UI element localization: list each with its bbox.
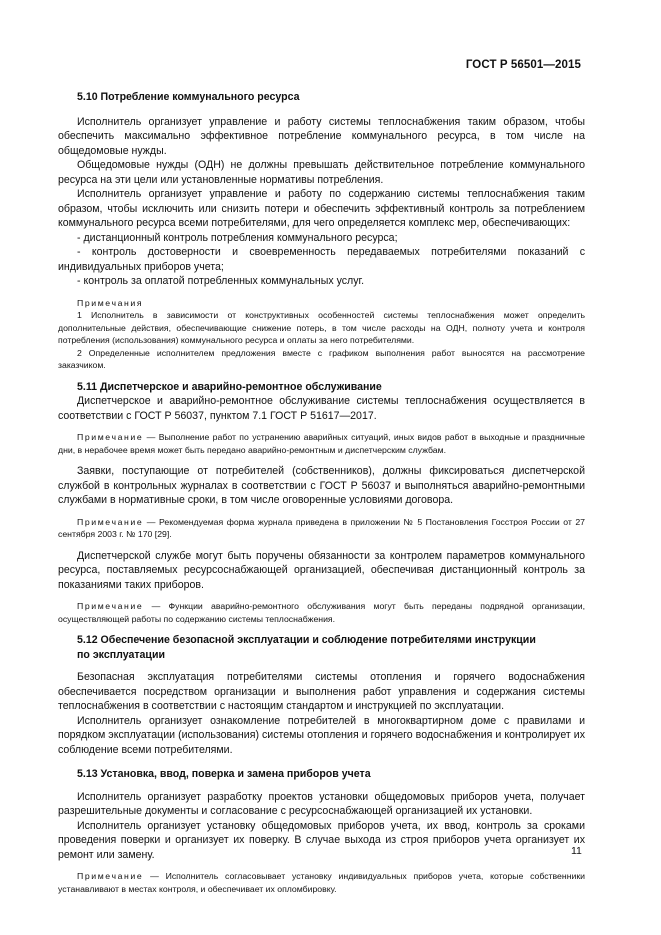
note	[58, 431, 585, 456]
note: 1 Исполнитель в зависимости от конструктивных особенностей системы теплоснабжения может определить дополнительные действия, обеспечивающие снижение потерь, в том числе расходы на ОДН, полноту учета и контроля потребления (использования) коммунального ресурса и оплаты за него потребителями.	[58, 310, 585, 345]
note-label: Примечание	[77, 432, 144, 442]
list-item: - контроль за оплатой потребленных коммунальных услуг.	[77, 275, 365, 287]
section-heading-5-11: 5.11 Диспетчерское и аварийно-ремонтное обслуживание	[77, 380, 382, 393]
paragraph: Заявки, поступающие от потребителей (собственников), должны фиксироваться диспетчерской службой в контрольных журналах в соответствии с ГОСТ Р 56037 и выполняться аварийно-ремонтными службами в нормативные сроки, в том числе оговоренные условиями договора.	[58, 465, 585, 506]
document-body	[58, 90, 585, 895]
heading-line: 5.12 Обеспечение безопасной эксплуатации и соблюдение потребителями инструкции	[77, 634, 536, 646]
note-label: Примечание	[77, 601, 144, 611]
note-text: — Функции аварийно-ремонтного обслуживания могут быть переданы подрядной организации, осуществляющей работы по содержанию системы теплоснабжения.	[58, 601, 585, 624]
list-item: - контроль достоверности и своевременность передаваемых потребителями показаний с индивидуальных приборов учета;	[58, 246, 585, 273]
note-text: — Рекомендуемая форма журнала приведена в приложении № 5 Постановления Госстроя России от 27 сентября 2003 г. № 170 [29].	[58, 516, 585, 539]
notes-label: Примечания	[77, 297, 144, 308]
note-label: Примечание	[77, 516, 144, 527]
list-item: - дистанционный контроль потребления коммунального ресурса;	[77, 231, 398, 244]
note	[58, 870, 585, 895]
paragraph: Общедомовые нужды (ОДН) не должны превышать действительное потребление коммунального ресурса на эти цели или установленные нормативы потребления.	[58, 159, 585, 186]
note-label: Примечание	[77, 871, 144, 881]
paragraph: Безопасная эксплуатация потребителями системы отопления и горячего водоснабжения обеспечивается посредством организации и выполнения работ управления и содержания системы теплоснабжения в соответствии с настоящим стандартом и инструкцией по эксплуатации.	[58, 671, 585, 712]
section-heading-5-10: 5.10 Потребление коммунального ресурса	[77, 91, 300, 103]
paragraph: Исполнитель организует разработку проектов установки общедомовых приборов учета, получает разрешительные документы и согласование с ресурсоснабжающей организацией их установки.	[58, 790, 585, 817]
note-text: — Исполнитель согласовывает установку индивидуальных приборов учета, которые собственники устанавливают в местах контроля, и обеспечивает их опломбировку.	[58, 871, 585, 894]
page-number: 11	[571, 845, 582, 857]
heading-line: по эксплуатации	[77, 648, 165, 661]
note-text: — Выполнение работ по устранению аварийных ситуаций, иных видов работ в выходные и праздничные дни, в нерабочее время может быть передано аварийно-ремонтным и диспетчерским службам.	[58, 432, 585, 455]
note: 2 Определенные исполнителем предложения вместе с графиком выполнения работ выносятся на рассмотрение заказчиком.	[58, 347, 585, 370]
paragraph: Диспетчерской службе могут быть поручены обязанности за контролем параметров коммунального ресурса, поставляемых ресурсоснабжающей организацией, обеспечивая дистанционный контроль за показаниями таких приборов.	[58, 549, 585, 591]
paragraph: Исполнитель организует управление и работу системы теплоснабжения таким образом, чтобы обеспечить максимально эффективное потребление коммунального ресурса, в том числе на общедомовые нужды.	[58, 115, 585, 157]
note	[58, 600, 585, 625]
standard-header: ГОСТ Р 56501—2015	[465, 59, 581, 71]
section-heading-5-13: 5.13 Установка, ввод, поверка и замена приборов учета	[77, 768, 371, 780]
paragraph: Исполнитель организует ознакомление потребителей в многоквартирном доме с правилами и порядком эксплуатации (использования) системы отопления и горячего водоснабжения и контролирует их соблюдение всеми потребителями.	[58, 714, 585, 756]
paragraph: Диспетчерское и аварийно-ремонтное обслуживание системы теплоснабжения осуществляется в соответствии с ГОСТ Р 56037, пунктом 7.1 ГОСТ Р 51617—2017.	[58, 395, 585, 422]
note	[58, 516, 585, 541]
paragraph: Исполнитель организует установку общедомовых приборов учета, их ввод, контроль за сроками проведения поверки и организует их поверку. В случае выхода из строя приборов учета организует их ремонт или замену.	[58, 819, 585, 861]
paragraph: Исполнитель организует управление и работу по содержанию системы теплоснабжения таким образом, чтобы исключить или снизить потери и обеспечить эффективный контроль за потреблением коммунального ресурса всеми потребителями, для чего определяется комплекс мер, обеспечивающих:	[58, 188, 585, 229]
section-heading-5-12	[58, 633, 585, 662]
